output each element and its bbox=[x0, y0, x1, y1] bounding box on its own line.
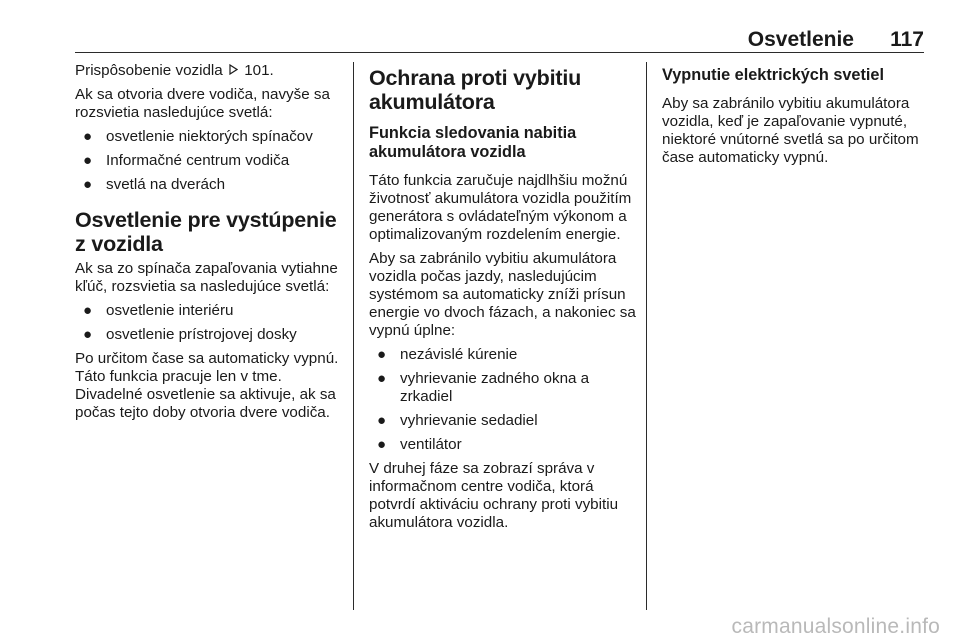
watermark: carmanualsonline.info bbox=[731, 615, 940, 638]
column-2 bbox=[369, 62, 639, 538]
list-item: ● vyhrievanie sedadiel bbox=[377, 412, 538, 429]
list-item: ● nezávislé kúrenie bbox=[377, 346, 518, 363]
section-heading: Osvetlenie pre vystúpenie z vozidla bbox=[75, 208, 337, 256]
paragraph: Aby sa zabránilo vybitiu akumulátora vozidla počas jazdy, nasledujúcim systémom sa automaticky zníži prísun energie vo dvoch fázach, a nakoniec sa vypnú úplne: bbox=[369, 250, 636, 339]
paragraph: Ak sa otvoria dvere vodiča, navyše sa rozsvietia nasledujúce svetlá: bbox=[75, 86, 330, 121]
cross-reference[interactable] bbox=[75, 62, 347, 80]
list-item: ● osvetlenie interiéru bbox=[83, 302, 234, 319]
cross-reference-text: Prispôsobenie vozidla bbox=[75, 62, 223, 79]
bullet-icon: ● bbox=[377, 346, 387, 363]
bullet-icon: ● bbox=[83, 326, 93, 343]
subsection-heading: Funkcia sledovania nabitia akumulátora vozidla bbox=[369, 124, 577, 161]
paragraph: Aby sa zabránilo vybitiu akumulátora vozidla, keď je zapaľovanie vypnuté, niektoré vnútorné svetlá sa po určitom čase automaticky vypnú. bbox=[662, 95, 919, 166]
bullet-list bbox=[75, 128, 347, 194]
list-item: ● osvetlenie niektorých spínačov bbox=[83, 128, 313, 145]
column-3 bbox=[662, 62, 934, 173]
list-item: ● svetlá na dverách bbox=[83, 176, 226, 193]
bullet-icon: ● bbox=[377, 412, 387, 429]
list-item: ● osvetlenie prístrojovej dosky bbox=[83, 326, 297, 343]
page-header bbox=[75, 0, 924, 53]
bullet-icon: ● bbox=[377, 436, 387, 453]
paragraph: V druhej fáze sa zobrazí správa v informačnom centre vodiča, ktorá potvrdí aktiváciu ochrany proti vybitiu akumulátora vozidla. bbox=[369, 460, 619, 531]
bullet-list bbox=[369, 346, 639, 454]
triangle-right-outline-icon bbox=[229, 62, 238, 80]
section-heading: Ochrana proti vybitiu akumulátora bbox=[369, 66, 582, 114]
subsection-heading: Vypnutie elektrických svetiel bbox=[662, 66, 885, 84]
bullet-icon: ● bbox=[83, 176, 93, 193]
paragraph: Ak sa zo spínača zapaľovania vytiahne kľúč, rozsvietia sa nasledujúce svetlá: bbox=[75, 260, 338, 295]
list-item: ● Informačné centrum vodiča bbox=[83, 152, 290, 169]
page-title: Osvetlenie bbox=[747, 28, 854, 51]
cross-reference-page: 101. bbox=[244, 62, 274, 79]
column-divider-1 bbox=[353, 62, 354, 610]
column-1 bbox=[75, 62, 347, 428]
paragraph: Táto funkcia zaručuje najdlhšiu možnú životnosť akumulátora vozidla použitím generátora s ovládateľným výkonom a optimalizovaným rozdelením energie. bbox=[369, 172, 632, 243]
list-item: ● vyhrievanie zadného okna a zrkadiel bbox=[377, 370, 590, 405]
bullet-list bbox=[75, 302, 347, 344]
bullet-icon: ● bbox=[377, 370, 387, 387]
bullet-icon: ● bbox=[83, 302, 93, 319]
list-item: ● ventilátor bbox=[377, 436, 462, 453]
column-divider-2 bbox=[646, 62, 647, 610]
bullet-icon: ● bbox=[83, 128, 93, 145]
page-number: 117 bbox=[890, 28, 924, 51]
bullet-icon: ● bbox=[83, 152, 93, 169]
paragraph: Po určitom čase sa automaticky vypnú. Táto funkcia pracuje len v tme. Divadelné osvetlenie sa aktivuje, ak sa počas tejto doby otvoria dvere vodiča. bbox=[75, 350, 339, 421]
